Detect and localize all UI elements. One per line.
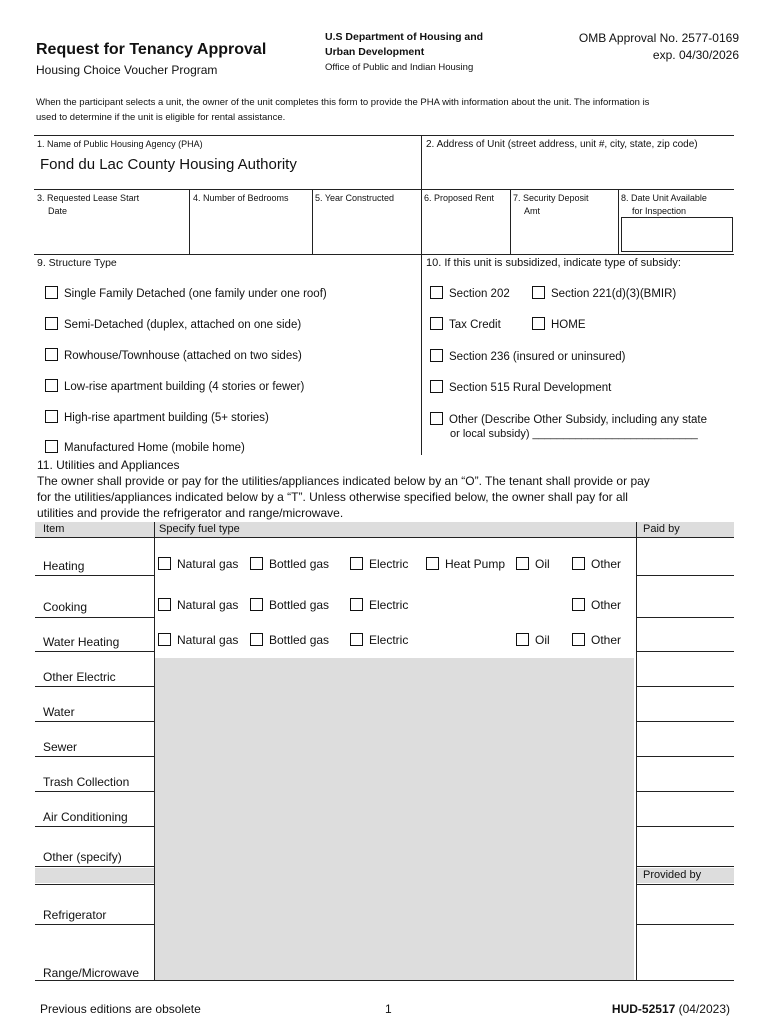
heating-natural-gas[interactable]: Natural gas xyxy=(158,557,238,571)
structure-type-label: 9. Structure Type xyxy=(37,257,117,269)
checkbox[interactable] xyxy=(350,633,363,646)
date-available-label-1: 8. Date Unit Available xyxy=(621,193,707,203)
form-title: Request for Tenancy Approval xyxy=(36,41,267,58)
subsidy-section-515[interactable]: Section 515 Rural Development xyxy=(430,380,611,394)
checkbox[interactable] xyxy=(158,633,171,646)
cooking-electric[interactable]: Electric xyxy=(350,598,408,612)
heating-oil[interactable]: Oil xyxy=(516,557,550,571)
subsidy-home[interactable]: HOME xyxy=(532,317,586,331)
item-cooking: Cooking xyxy=(43,600,88,614)
item-trash-collection: Trash Collection xyxy=(43,775,130,789)
heating-electric[interactable]: Electric xyxy=(350,557,408,571)
item-refrigerator: Refrigerator xyxy=(43,908,107,922)
checkbox[interactable] xyxy=(250,557,263,570)
checkbox[interactable] xyxy=(45,440,58,453)
heating-other[interactable]: Other xyxy=(572,557,621,571)
year-constructed-field[interactable] xyxy=(314,208,419,252)
structure-option-low-rise[interactable]: Low-rise apartment building (4 stories or fewer) xyxy=(45,379,304,393)
structure-option-semi-detached[interactable]: Semi-Detached (duplex, attached on one side) xyxy=(45,317,301,331)
cooking-bottled-gas[interactable]: Bottled gas xyxy=(250,598,329,612)
intro-text-line-1: When the participant selects a unit, the owner of the unit completes this form to provide the PHA with information about the unit. The information is xyxy=(36,97,650,108)
security-deposit-label-2: Amt xyxy=(524,206,541,216)
lease-start-label-1: 3. Requested Lease Start xyxy=(37,193,140,203)
cooking-other[interactable]: Other xyxy=(572,598,621,612)
column-item: Item xyxy=(43,523,65,535)
checkbox[interactable] xyxy=(516,633,529,646)
item-heating: Heating xyxy=(43,559,85,573)
proposed-rent-field[interactable] xyxy=(423,208,508,252)
utilities-heading: 11. Utilities and Appliances xyxy=(37,458,180,472)
checkbox[interactable] xyxy=(158,557,171,570)
date-available-field[interactable] xyxy=(621,217,733,252)
omb-expiration: exp. 04/30/2026 xyxy=(652,48,739,62)
item-sewer: Sewer xyxy=(43,740,78,754)
bedrooms-field[interactable] xyxy=(191,208,310,252)
form-subtitle: Housing Choice Voucher Program xyxy=(36,63,218,77)
structure-option-manufactured[interactable]: Manufactured Home (mobile home) xyxy=(45,440,245,454)
water-heating-bottled-gas[interactable]: Bottled gas xyxy=(250,633,329,647)
lease-start-field[interactable] xyxy=(35,218,187,252)
structure-option-single-family[interactable]: Single Family Detached (one family under one roof) xyxy=(45,286,327,300)
checkbox[interactable] xyxy=(426,557,439,570)
form-number-code: HUD-52517 xyxy=(611,1002,676,1016)
subsidy-section-236[interactable]: Section 236 (insured or uninsured) xyxy=(430,349,625,363)
omb-approval: OMB Approval No. 2577-0169 xyxy=(578,31,739,45)
checkbox[interactable] xyxy=(350,598,363,611)
subsidy-label: 10. If this unit is subsidized, indicate type of subsidy: xyxy=(426,257,681,269)
column-paid-by: Paid by xyxy=(643,523,680,535)
checkbox[interactable] xyxy=(430,286,443,299)
item-range-microwave: Range/Microwave xyxy=(43,966,140,980)
checkbox[interactable] xyxy=(572,598,585,611)
subsidy-other[interactable]: Other (Describe Other Subsidy, including any state xyxy=(430,412,707,426)
checkbox[interactable] xyxy=(430,380,443,393)
pha-name-value[interactable]: Fond du Lac County Housing Authority xyxy=(40,156,297,173)
department-line-2: Urban Development xyxy=(325,46,425,58)
page-number: 1 xyxy=(385,1002,392,1016)
item-water-heating: Water Heating xyxy=(43,635,120,649)
cooking-natural-gas[interactable]: Natural gas xyxy=(158,598,238,612)
water-heating-natural-gas[interactable]: Natural gas xyxy=(158,633,238,647)
checkbox[interactable] xyxy=(350,557,363,570)
checkbox[interactable] xyxy=(516,557,529,570)
heating-bottled-gas[interactable]: Bottled gas xyxy=(250,557,329,571)
column-provided-by: Provided by xyxy=(643,869,702,881)
security-deposit-label-1: 7. Security Deposit xyxy=(513,193,589,203)
unit-address-label: 2. Address of Unit (street address, unit #, city, state, zip code) xyxy=(426,139,698,150)
checkbox[interactable] xyxy=(250,633,263,646)
checkbox[interactable] xyxy=(430,412,443,425)
checkbox[interactable] xyxy=(430,317,443,330)
lease-start-label-2: Date xyxy=(48,206,68,216)
item-air-conditioning: Air Conditioning xyxy=(43,810,128,824)
pha-name-label: 1. Name of Public Housing Agency (PHA) xyxy=(37,139,203,149)
checkbox[interactable] xyxy=(250,598,263,611)
water-heating-oil[interactable]: Oil xyxy=(516,633,550,647)
checkbox[interactable] xyxy=(45,317,58,330)
footer-obsolete-note: Previous editions are obsolete xyxy=(40,1002,201,1016)
item-water: Water xyxy=(43,705,75,719)
checkbox[interactable] xyxy=(572,557,585,570)
department-line-1: U.S Department of Housing and xyxy=(325,31,484,43)
office-name: Office of Public and Indian Housing xyxy=(325,62,474,73)
checkbox[interactable] xyxy=(532,286,545,299)
checkbox[interactable] xyxy=(158,598,171,611)
checkbox[interactable] xyxy=(45,348,58,361)
checkbox[interactable] xyxy=(45,379,58,392)
intro-text-line-2: used to determine if the unit is eligible for rental assistance. xyxy=(36,112,286,123)
utilities-text-3: utilities and provide the refrigerator and range/microwave. xyxy=(37,506,344,520)
form-number-date: (04/2023) xyxy=(675,1002,730,1016)
date-available-label-2: for Inspection xyxy=(632,206,687,216)
unit-address-field[interactable] xyxy=(423,152,733,187)
security-deposit-field[interactable] xyxy=(512,219,616,252)
checkbox[interactable] xyxy=(45,286,58,299)
item-other-electric: Other Electric xyxy=(43,670,116,684)
subsidy-section-202[interactable]: Section 202 xyxy=(430,286,510,300)
structure-option-high-rise[interactable]: High-rise apartment building (5+ stories) xyxy=(45,410,269,424)
checkbox[interactable] xyxy=(430,349,443,362)
column-fuel-type: Specify fuel type xyxy=(159,523,240,535)
water-heating-electric[interactable]: Electric xyxy=(350,633,408,647)
subsidy-tax-credit[interactable]: Tax Credit xyxy=(430,317,501,331)
year-constructed-label: 5. Year Constructed xyxy=(315,193,395,203)
checkbox[interactable] xyxy=(532,317,545,330)
subsidy-section-221[interactable]: Section 221(d)(3)(BMIR) xyxy=(532,286,676,300)
subsidy-other-description[interactable]: or local subsidy) ___________________________ xyxy=(450,428,698,440)
proposed-rent-label: 6. Proposed Rent xyxy=(424,193,495,203)
bedrooms-label: 4. Number of Bedrooms xyxy=(193,193,289,203)
utilities-text-2: for the utilities/appliances indicated below by a “T”. Unless otherwise specified below, the owner shall pay for all xyxy=(37,490,628,504)
utilities-text-1: The owner shall provide or pay for the utilities/appliances indicated below by an “O”. The tenant shall provide or pay xyxy=(37,474,650,488)
structure-option-rowhouse[interactable]: Rowhouse/Townhouse (attached on two sides) xyxy=(45,348,302,362)
form-number xyxy=(612,1002,730,1016)
water-heating-other[interactable]: Other xyxy=(572,633,621,647)
item-other-specify: Other (specify) xyxy=(43,850,122,864)
checkbox[interactable] xyxy=(45,410,58,423)
checkbox[interactable] xyxy=(572,633,585,646)
heating-heat-pump[interactable]: Heat Pump xyxy=(426,557,505,571)
